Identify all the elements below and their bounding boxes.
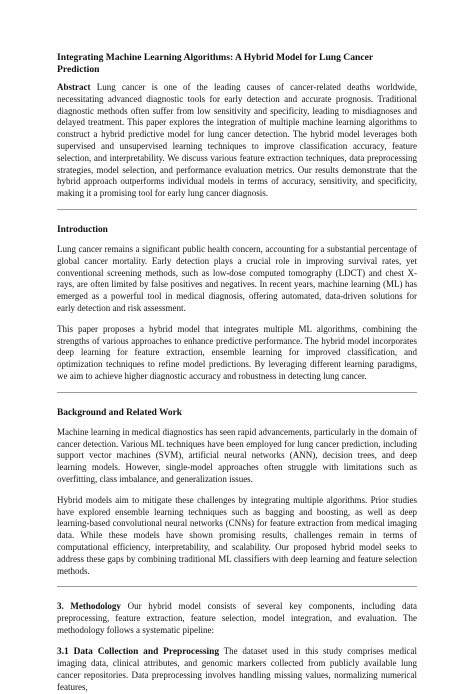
background-paragraph-2: Hybrid models aim to mitigate these challenges by integrating multiple algorithms. Prior studies have explored ensemble learning techniques such as bagging and boosting, as well as deep learning-based convolutional neural networks (CNNs) for feature extraction from medical imaging data. While these models have shown promising results, challenges remain in terms of computational efficiency, interpretability, and scalability. Our proposed hybrid model seeks to address these gaps by combining traditional ML classifiers with deep learning and feature selection methods. bbox=[57, 494, 417, 576]
data-collection-text: The dataset used in this study comprises medical imaging data, clinical attributes, and genomic markers collected from publicly available lung cancer repositories. Data preprocessing involves handling missing values, normalizing numerical features, bbox=[57, 645, 417, 693]
section-divider bbox=[57, 586, 417, 587]
abstract-text: Lung cancer is one of the leading causes of cancer-related deaths worldwide, necessitating advanced diagnostic tools for early detection and accurate prognosis. Traditional diagnostic methods often suffer from low sensitivity and specificity, leading to misdiagnoses and delayed treatment. This paper explores the integration of multiple machine learning algorithms to construct a hybrid predictive model for lung cancer detection. The hybrid model leverages both supervised and unsupervised learning techniques to improve classification accuracy, feature selection, and interpretability. We discuss various feature extraction techniques, data preprocessing strategies, model selection, and performance evaluation metrics. Our results demonstrate that the hybrid approach outperforms individual models in terms of accuracy, sensitivity, and specificity, making it a promising tool for early lung cancer diagnosis. bbox=[57, 82, 418, 199]
background-heading: Background and Related Work bbox=[57, 407, 182, 418]
paper-title: Integrating Machine Learning Algorithms: A Hybrid Model for Lung Cancer Prediction bbox=[57, 52, 373, 75]
abstract-paragraph bbox=[57, 82, 417, 200]
abstract-label: Abstract bbox=[57, 82, 91, 92]
section-divider bbox=[57, 392, 417, 393]
introduction-paragraph-2: This paper proposes a hybrid model that integrates multiple ML algorithms, combining the strengths of various approaches to enhance predictive performance. The hybrid model incorporates deep learning for feature extraction, ensemble learning for improved classification, and optimization techniques to refine model predictions. By leveraging different learning paradigms, we aim to achieve higher diagnostic accuracy and robustness in detecting lung cancer. bbox=[57, 323, 417, 381]
data-collection-paragraph bbox=[57, 646, 417, 694]
introduction-paragraph-1: Lung cancer remains a significant public health concern, accounting for a substantial percentage of global cancer mortality. Early detection plays a crucial role in improving survival rates, yet conventional screening methods, such as low-dose computed tomography (LDCT) and chest X-rays, are often limited by false positives and negatives. In recent years, machine learning (ML) has emerged as a powerful tool in medical diagnosis, offering automated, data-driven solutions for early detection and risk assessment. bbox=[57, 243, 417, 313]
methodology-text: Our hybrid model consists of several key components, including data preprocessing, feature extraction, feature selection, model integration, and evaluation. The methodology follows a systematic pipeline: bbox=[57, 601, 417, 635]
background-paragraph-1: Machine learning in medical diagnostics has seen rapid advancements, particularly in the domain of cancer detection. Various ML techniques have been employed for lung cancer prediction, including support vector machines (SVM), artificial neural networks (ANN), decision trees, and deep learning models. However, single-model approaches often struggle with limitations such as overfitting, class imbalance, and generalization issues. bbox=[57, 426, 417, 484]
section-divider bbox=[57, 209, 417, 210]
methodology-paragraph bbox=[57, 601, 417, 636]
data-collection-heading: 3.1 Data Collection and Preprocessing bbox=[57, 646, 220, 657]
introduction-heading: Introduction bbox=[57, 224, 108, 235]
methodology-heading: 3. Methodology bbox=[57, 601, 121, 612]
